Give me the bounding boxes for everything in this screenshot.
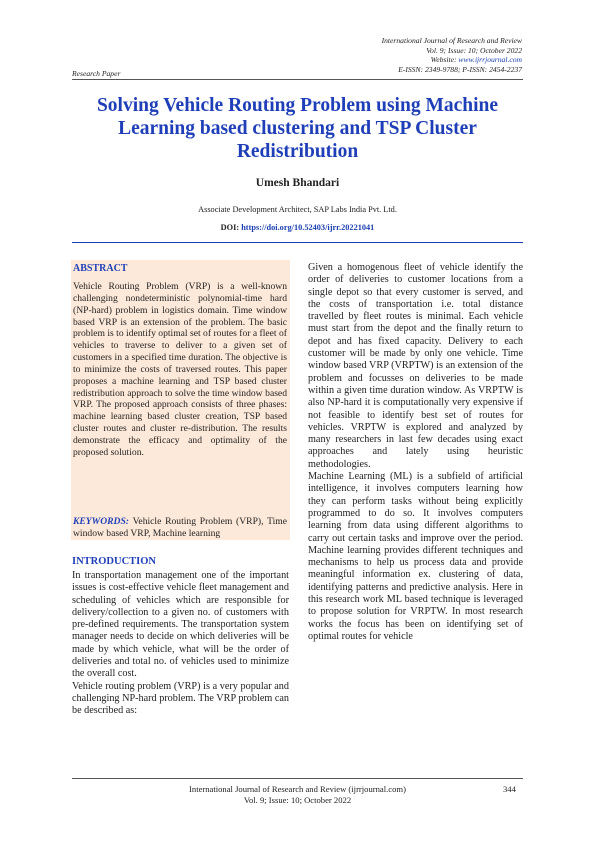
doi-line xyxy=(72,223,523,232)
footer-divider xyxy=(72,778,523,779)
introduction-body xyxy=(72,570,289,718)
website-label: Website: xyxy=(430,55,459,64)
header-divider xyxy=(72,79,523,80)
issn-line: E-ISSN: 2349-9788; P-ISSN: 2454-2237 xyxy=(398,65,522,74)
journal-website xyxy=(431,55,522,64)
right-paragraph-1: Given a homogenous fleet of vehicle identify the order of deliveries to customer locations from a single depot so that every customer is served, and the costs of transportation i.e. total distance travelled by fleet routes is minimal. Each vehicle must start from the depot and the finally return to depot and has fixed capacity. Delivery to each customer will be made by only one vehicle. Time window based VRP (VRPTW) is an extension of the problem and focusses on deliveries to be made within a given time duration window. As VRPTW is also NP-hard it is computationally very expensive if not feasible to identify best set of routes for vehicles. VRPTW is explored and analyzed by many researchers in last few decades using exact approaches and lately using heuristic methodologies. xyxy=(308,262,523,470)
website-link[interactable]: www.ijrrjournal.com xyxy=(458,55,522,64)
keywords-text: Vehicle Routing Problem (VRP), Time window based VRP, Machine learning xyxy=(73,516,287,539)
author-name: Umesh Bhandari xyxy=(255,177,340,189)
intro-paragraph-2: Vehicle routing problem (VRP) is a very popular and challenging NP-hard problem. The VRP problem can be described as: xyxy=(72,680,289,717)
page-number: 344 xyxy=(503,784,516,794)
paper-title: Solving Vehicle Routing Problem using Machine Learning based clustering and TSP Cluster Redistribution xyxy=(96,95,499,162)
journal-volume: Vol. 9; Issue: 10; October 2022 xyxy=(426,45,522,55)
article-type: Research Paper xyxy=(72,69,121,78)
footer-journal: International Journal of Research and Review (ijrrjournal.com) xyxy=(189,784,406,794)
right-column xyxy=(308,262,523,643)
abstract-heading: ABSTRACT xyxy=(73,263,128,274)
introduction-heading: INTRODUCTION xyxy=(72,556,157,567)
keywords-label: KEYWORDS: xyxy=(73,516,129,527)
abstract-body: Vehicle Routing Problem (VRP) is a well-known challenging nondeterministic polynomial-time hard (NP-hard) problem in logistics domain. Time window based VRP is an extension of the problem. The basic problem is to identify optimal set of routes for a fleet of vehicles to traverse to deliver to a given set of customers in a specified time duration. The objective is to minimize the costs of traversed routes. This paper proposes a machine learning and TSP based cluster redistribution approach to solve the time window based VRP. The proposed approach consists of three phases: machine learning based cluster creation, TSP based cluster routes and cluster re-distribution. The results demonstrate the efficacy and optimality of the proposed solution. xyxy=(73,281,287,458)
intro-paragraph-1: In transportation management one of the important issues is cost-effective vehicle fleet management and scheduling of vehicles which are responsible for delivery/collection to a given no. of customers with pre-defined requirements. The transportation system manager needs to decide on which deliveries will be made by which vehicle, what will be the order of deliveries and total no. of vehicles used to minimize the overall cost. xyxy=(72,570,289,680)
right-paragraph-2: Machine Learning (ML) is a subfield of artificial intelligence, it involves computers learning how they can perform tasks without being explicitly programmed to do so. It involves computers learning from data using different algorithms to carry out certain tasks and improve over the period. Machine learning provides different techniques and mechanisms to help us process data and provide meaningful information ex. clustering of data, identifying patterns and predictive analysis. Here in this research work ML based technique is leveraged to propose solution for VRPTW. In most research works the focus has been on identifying set of optimal routes for vehicle xyxy=(308,471,523,642)
footer-volume: Vol. 9; Issue: 10; October 2022 xyxy=(243,795,352,805)
title-divider xyxy=(72,242,523,243)
journal-name: International Journal of Research and Review xyxy=(381,36,522,45)
keywords xyxy=(73,516,287,540)
doi-link[interactable]: https://doi.org/10.52403/ijrr.20221041 xyxy=(241,223,375,232)
author-affiliation: Associate Development Architect, SAP Labs India Pvt. Ltd. xyxy=(198,205,397,214)
doi-label: DOI: xyxy=(220,223,242,232)
